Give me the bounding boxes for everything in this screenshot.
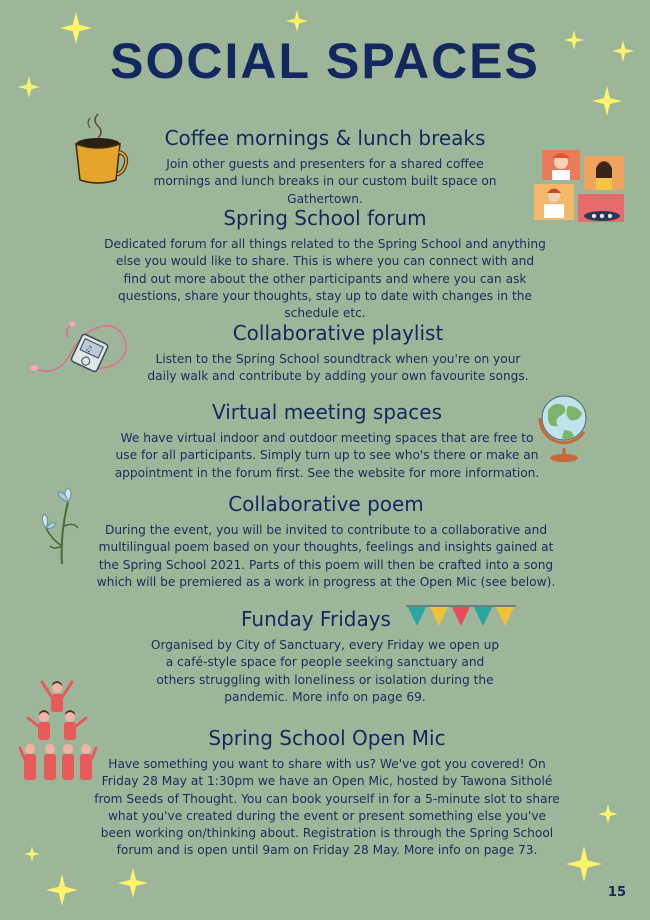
flower-icon: [38, 486, 86, 566]
star-icon: [286, 10, 308, 32]
section-playlist: [146, 321, 530, 386]
section-coffee-mornings: [138, 126, 512, 208]
section-heading: Coffee mornings & lunch breaks: [164, 126, 486, 150]
star-icon: [592, 86, 622, 116]
star-icon: [566, 846, 602, 882]
section-body: Have something you want to share with us? We've got you covered! On Friday 28 May at 1:30pm we have an Open Mic, hosted by Tawona Sitholé from Seeds of Thought. You can book yourself in for a 5-minute slot to share what you've created during the event or present something else you've been working on/thinking about. Registration is through the Spring School forum and is open until 9am on Friday 28 May. More info on page 73.: [94, 757, 560, 858]
section-poem: [96, 492, 556, 591]
star-icon: [598, 804, 618, 824]
section-heading: Funday Fridays: [241, 607, 391, 631]
music-player-icon: [28, 320, 138, 382]
section-forum: [104, 206, 546, 322]
human-pyramid-icon: [18, 674, 98, 784]
video-call-icon: [532, 148, 628, 224]
coffee-mug-icon: [70, 108, 132, 186]
page-number: 15: [607, 885, 626, 900]
section-open-mic: [94, 726, 560, 860]
section-heading: Spring School Open Mic: [208, 726, 446, 750]
star-icon: [118, 868, 148, 898]
section-funday-fridays: [148, 607, 502, 706]
section-body: Join other guests and presenters for a shared coffee mornings and lunch breaks in our custom built space on Gathertown.: [153, 157, 497, 206]
section-body: During the event, you will be invited to contribute to a collaborative and multilingual poem based on your thoughts, feelings and insights gained at the Spring School 2021. Parts of this poem will then be crafted into a song which will be premiered as a work in progress at the Open Mic (see below).: [96, 523, 556, 589]
globe-icon: [534, 388, 594, 464]
section-meeting-spaces: [114, 400, 540, 482]
section-heading: Collaborative playlist: [232, 321, 444, 345]
section-heading: Spring School forum: [223, 206, 427, 230]
page-title: SOCIAL SPACES: [110, 33, 540, 89]
section-body: Organised by City of Sanctuary, every Friday we open up a café-style space for people seeking sanctuary and others struggling with loneliness or isolation during the pandemic. More info on page 69.: [150, 638, 500, 704]
section-heading: Collaborative poem: [228, 492, 424, 516]
star-icon: [24, 846, 40, 862]
star-icon: [46, 874, 78, 906]
svg-text:♫: ♫: [83, 343, 95, 355]
section-body: We have virtual indoor and outdoor meeting spaces that are free to use for all participants. Simply turn up to see who's there or make an appointment in the forum first. See the website for more information.: [114, 431, 540, 480]
section-body: Listen to the Spring School soundtrack when you're on your daily walk and contribute by adding your own favourite songs.: [147, 352, 529, 384]
section-body: Dedicated forum for all things related to the Spring School and anything else you would like to share. This is where you can connect with and find out more about the other participants and where you can ask questions, share your thoughts, stay up to date with changes in the schedule etc.: [104, 237, 546, 321]
section-heading: Virtual meeting spaces: [211, 400, 443, 424]
